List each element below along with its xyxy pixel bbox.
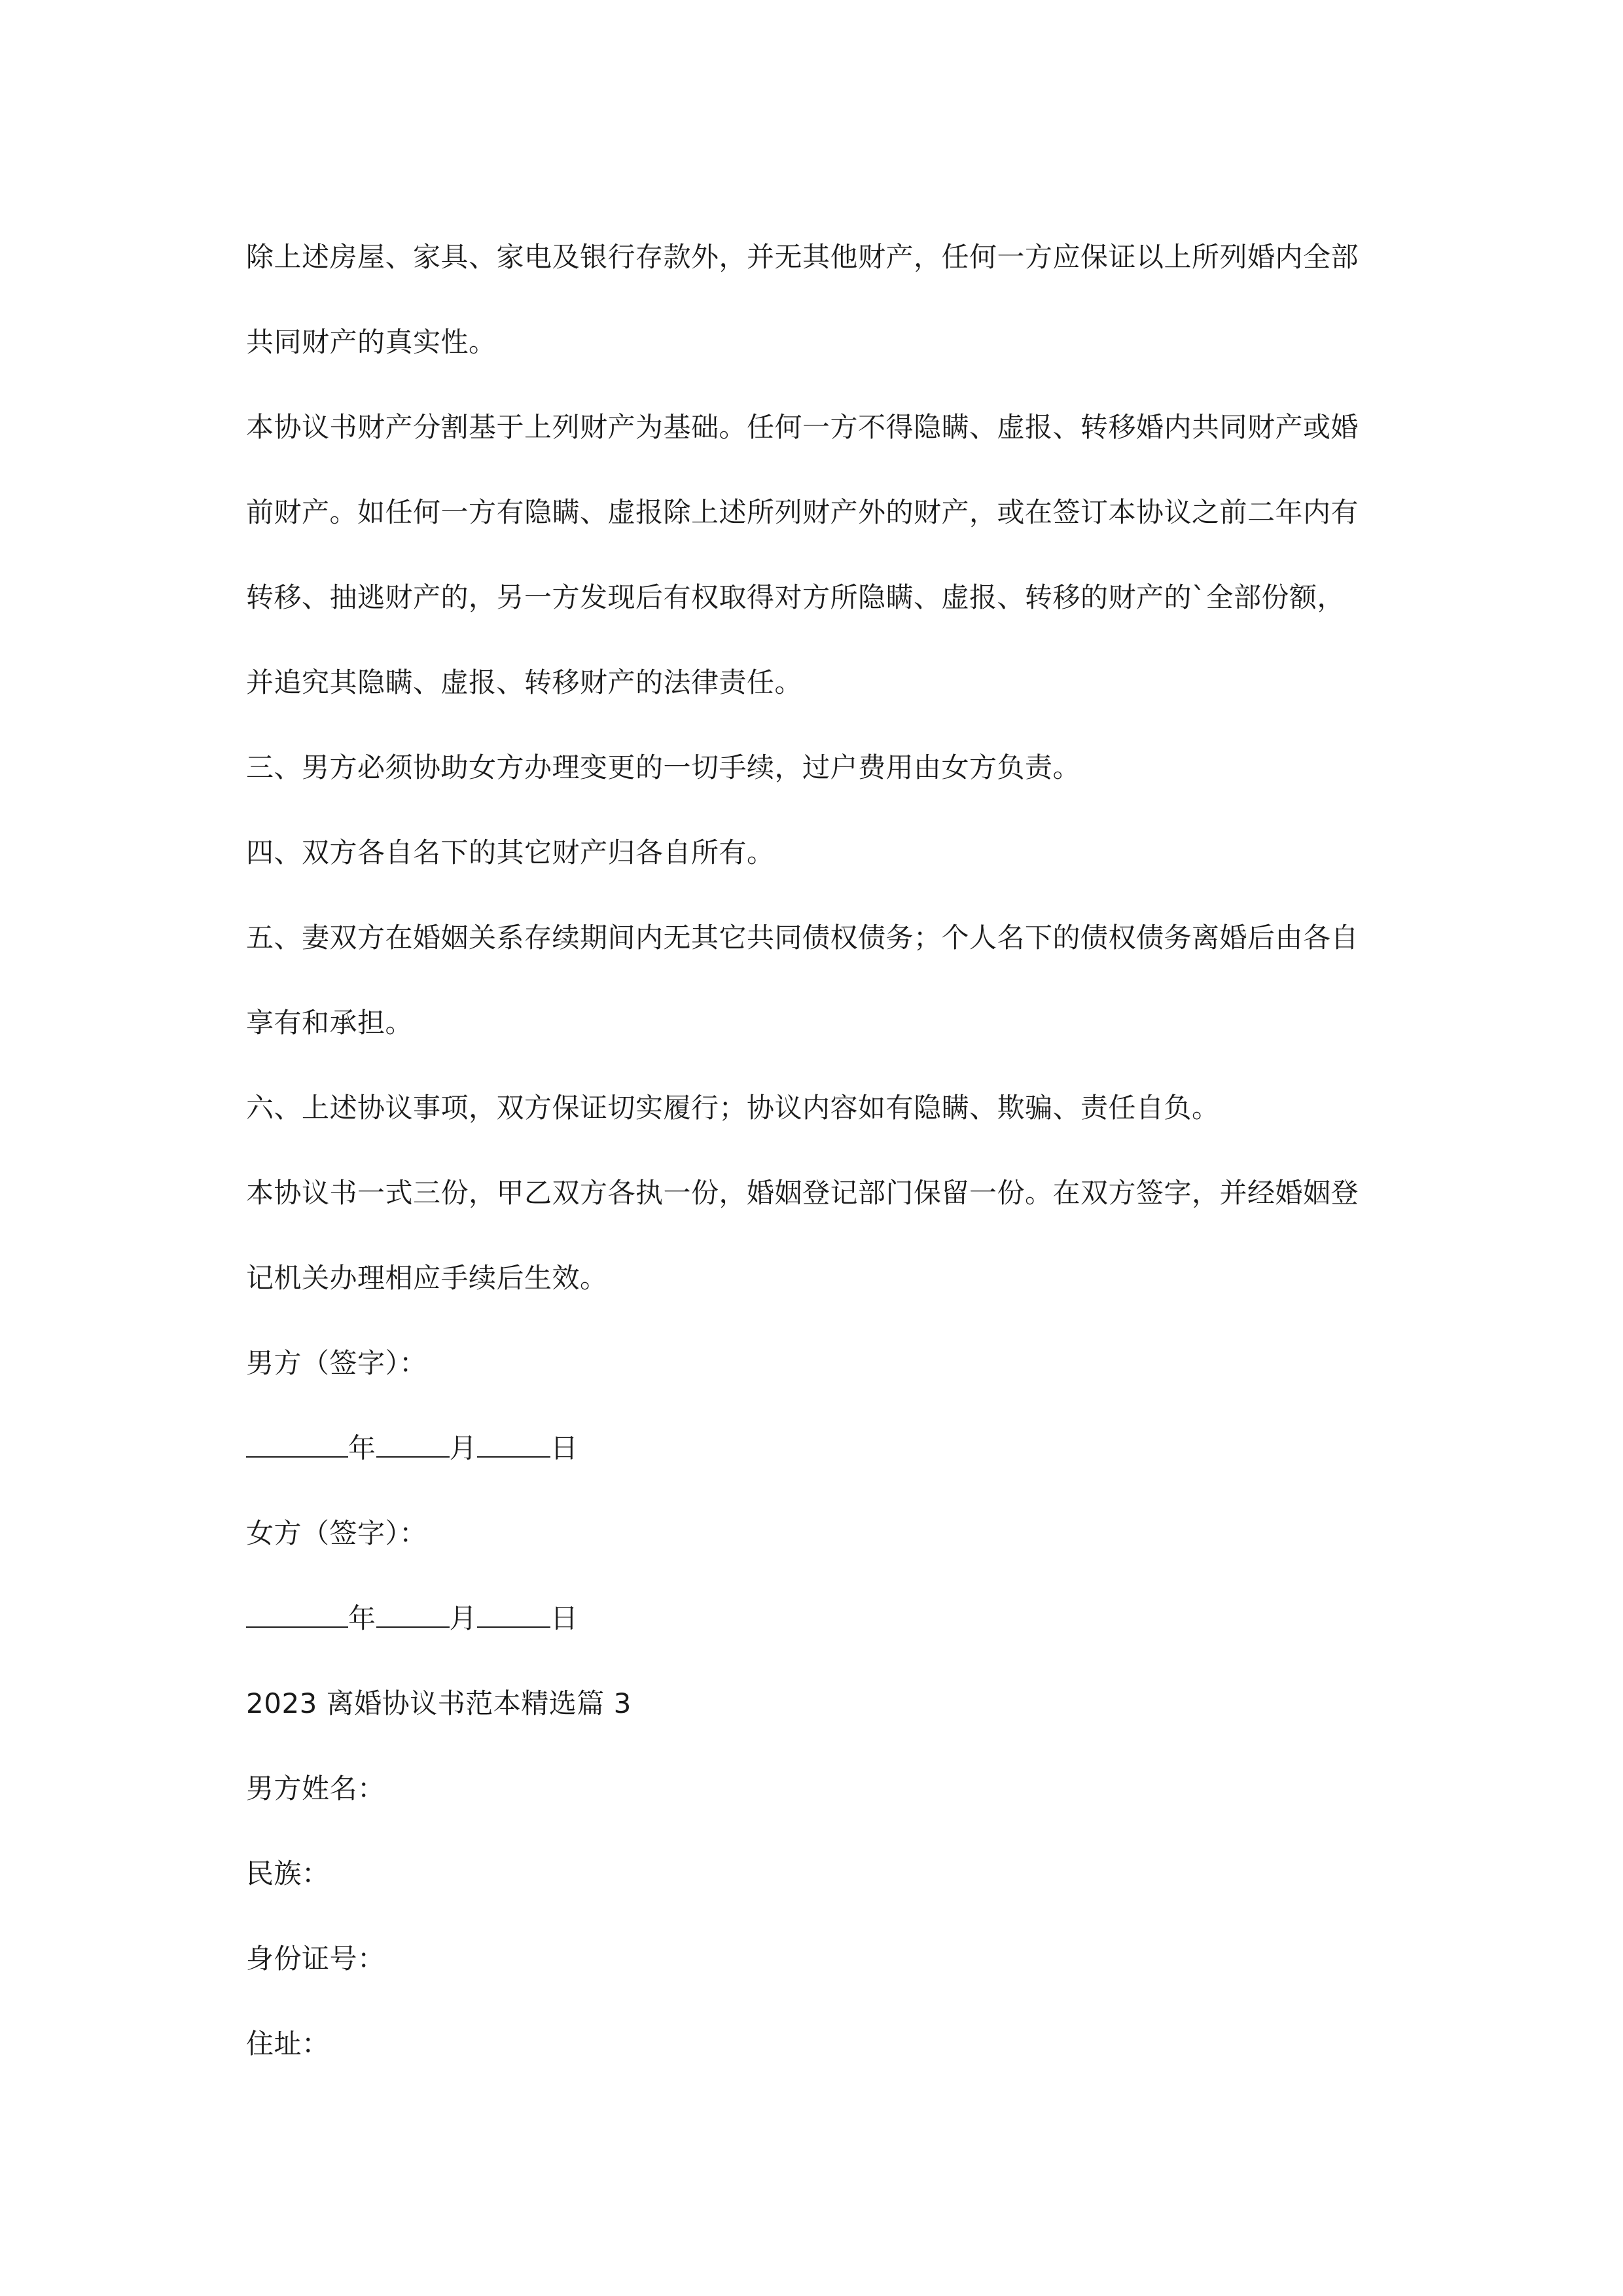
paragraph-line: 转移、抽逃财产的，另一方发现后有权取得对方所隐瞒、虚报、转移的财产的`全部份额， (246, 581, 1346, 613)
paragraph-line: 并追究其隐瞒、虚报、转移财产的法律责任。 (246, 666, 803, 698)
address-label: 住址： (246, 2028, 330, 2060)
year-blank (246, 1600, 348, 1628)
male-name-label: 男方姓名： (246, 1772, 385, 1804)
day-label: 日 (550, 1602, 579, 1634)
month-blank (376, 1600, 450, 1628)
clause-six: 六、上述协议事项，双方保证切实履行；协议内容如有隐瞒、欺骗、责任自负。 (246, 1092, 1220, 1124)
paragraph-line: 记机关办理相应手续后生效。 (246, 1262, 608, 1294)
paragraph-line: 本协议书财产分割基于上列财产为基础。任何一方不得隐瞒、虚报、转移婚内共同财产或婚 (246, 411, 1359, 443)
year-label: 年 (348, 1602, 376, 1634)
section-heading: 2023 离婚协议书范本精选篇 3 (246, 1687, 632, 1719)
month-label: 月 (449, 1602, 478, 1634)
paragraph-line: 共同财产的真实性。 (246, 326, 497, 358)
paragraph-line: 本协议书一式三份，甲乙双方各执一份，婚姻登记部门保留一份。在双方签字，并经婚姻登 (246, 1177, 1359, 1209)
id-number-label: 身份证号： (246, 1943, 385, 1975)
paragraph-line: 除上述房屋、家具、家电及银行存款外，并无其他财产，任何一方应保证以上所列婚内全部 (246, 241, 1359, 273)
male-date-line (246, 1406, 1385, 1491)
day-blank (477, 1600, 550, 1628)
male-signature-label: 男方（签字）： (246, 1347, 427, 1379)
month-label: 月 (449, 1432, 478, 1464)
month-blank (376, 1430, 450, 1458)
paragraph-line: 前财产。如任何一方有隐瞒、虚报除上述所列财产外的财产，或在签订本协议之前二年内有 (246, 496, 1359, 528)
female-signature-label: 女方（签字）： (246, 1517, 427, 1549)
day-label: 日 (550, 1432, 579, 1464)
clause-five-line: 享有和承担。 (246, 1007, 414, 1039)
day-blank (477, 1430, 550, 1458)
clause-four: 四、双方各自名下的其它财产归各自所有。 (246, 836, 775, 869)
clause-three: 三、男方必须协助女方办理变更的一切手续，过户费用由女方负责。 (246, 751, 1081, 783)
clause-five-line: 五、妻双方在婚姻关系存续期间内无其它共同债权债务；个人名下的债权债务离婚后由各自 (246, 922, 1359, 954)
year-label: 年 (348, 1432, 376, 1464)
ethnicity-label: 民族： (246, 1857, 330, 1890)
female-date-line (246, 1576, 1385, 1661)
document-body (246, 215, 1385, 2087)
year-blank (246, 1430, 348, 1458)
